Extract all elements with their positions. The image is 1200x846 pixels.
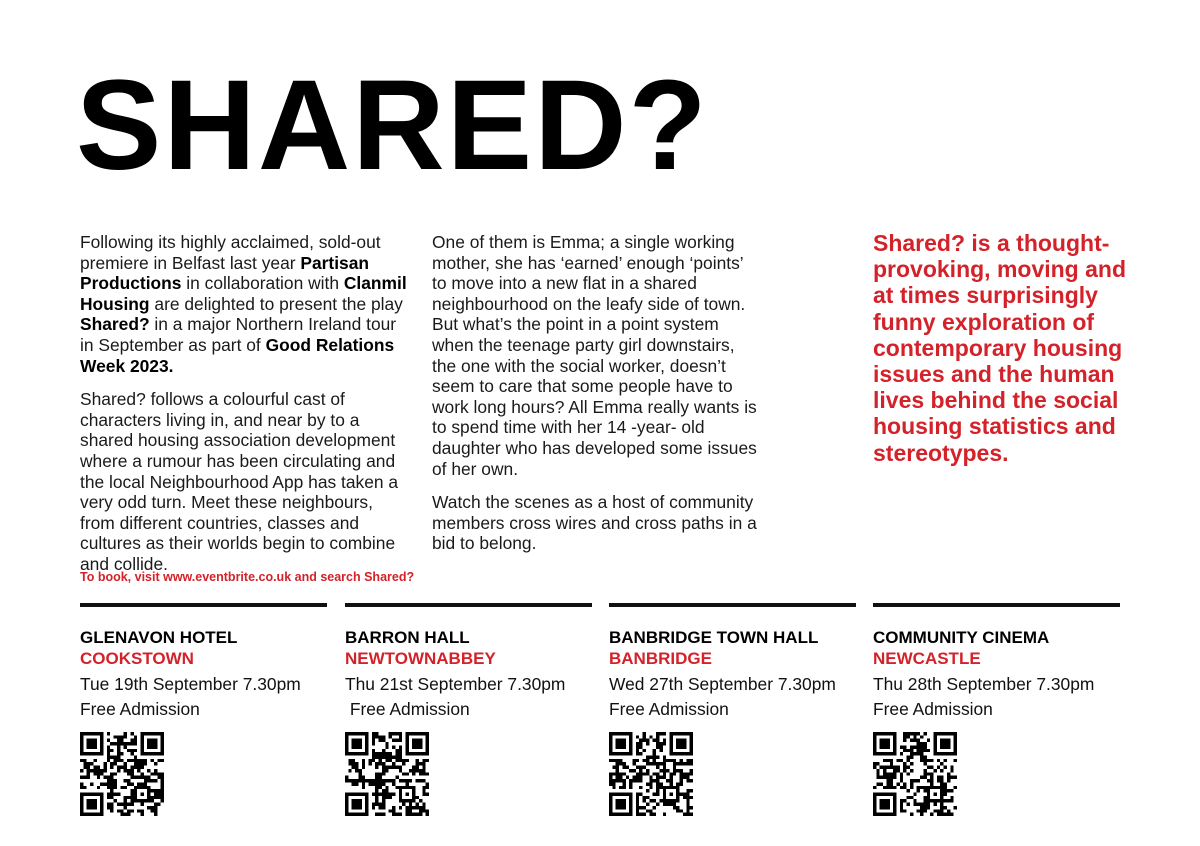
venue-name: BARRON HALL (345, 628, 470, 647)
qr-code-icon[interactable] (873, 732, 957, 816)
intro-paragraph-4: Watch the scenes as a host of community members cross wires and cross paths in a bid to belong. (432, 492, 757, 554)
venue-name: COMMUNITY CINEMA (873, 628, 1050, 647)
venue-divider (80, 603, 327, 607)
venue-card-banbridge (609, 603, 856, 816)
venue-town: BANBRIDGE (609, 649, 712, 668)
venue-name: BANBRIDGE TOWN HALL (609, 628, 819, 647)
venue-card-newtownabbey (345, 603, 592, 816)
venue-date: Tue 19th September 7.30pm (80, 674, 301, 694)
venue-date: Thu 28th September 7.30pm (873, 674, 1095, 694)
venue-town: NEWTOWNABBEY (345, 649, 496, 668)
poster-title: SHARED? (76, 54, 709, 197)
venue-divider (873, 603, 1120, 607)
intro-paragraph-3: One of them is Emma; a single working mother, she has ‘earned’ enough ‘points’ to move into a new flat in a shared neighbourhood on the leafy side of town. But what’s the point in a point system when the teenage party girl downstairs, the one with the social worker, doesn’t seem to care that some people have to work long hours? All Emma really wants is to spend time with her 14 -year- old daughter who has developed some issues of her own. (432, 232, 757, 479)
venue-date: Thu 21st September 7.30pm (345, 674, 566, 694)
venue-date: Wed 27th September 7.30pm (609, 674, 836, 694)
venue-town: NEWCASTLE (873, 649, 981, 668)
venue-admission: Free Admission (609, 699, 729, 719)
intro-paragraph-1: Following its highly acclaimed, sold-out premiere in Belfast last year Partisan Productions in collaboration with Clanmil Housing are delighted to present the play Shared? in a major Northern Ireland tour in September as part of Good Relations Week 2023. (80, 232, 407, 376)
venue-admission: Free Admission (80, 699, 200, 719)
booking-info: To book, visit www.eventbrite.co.uk and search Shared? (80, 570, 415, 584)
intro-column-right (432, 232, 762, 567)
pull-quote: Shared? is a thought-provoking, moving and at times surprisingly funny exploration of contemporary housing issues and the human lives behind the social housing statistics and stereotypes. (873, 230, 1127, 466)
qr-code-icon[interactable] (80, 732, 164, 816)
venue-divider (345, 603, 592, 607)
venue-admission: Free Admission (873, 699, 993, 719)
venue-card-cookstown (80, 603, 327, 816)
intro-column-left (80, 232, 410, 588)
venue-town: COOKSTOWN (80, 649, 194, 668)
venue-admission: Free Admission (345, 699, 470, 719)
intro-paragraph-2: Shared? follows a colourful cast of characters living in, and near by to a shared housing association development where a rumour has been circulating and the local Neighbourhood App has taken a very odd turn. Meet these neighbours, from different countries, classes and cultures as their worlds begin to combine and collide. (80, 389, 399, 574)
venue-card-newcastle (873, 603, 1120, 816)
qr-code-icon[interactable] (345, 732, 429, 816)
venue-name: GLENAVON HOTEL (80, 628, 238, 647)
qr-code-icon[interactable] (609, 732, 693, 816)
venue-divider (609, 603, 856, 607)
